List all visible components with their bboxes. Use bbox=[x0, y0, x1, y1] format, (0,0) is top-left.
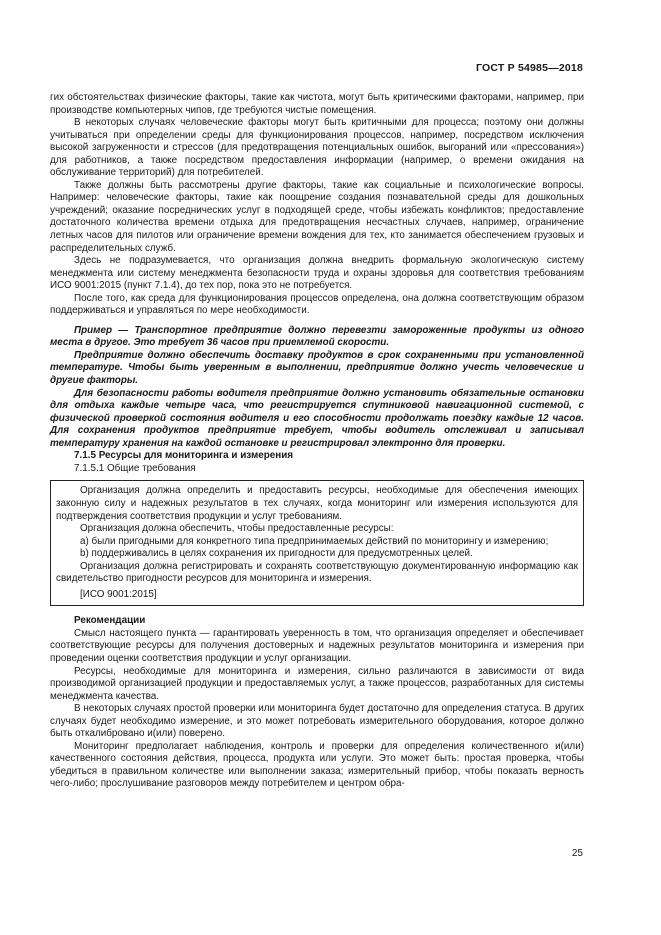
subsection-heading: 7.1.5.1 Общие требования bbox=[74, 462, 196, 474]
page-content bbox=[50, 92, 584, 791]
paragraph: Ресурсы, необходимые для мониторинга и измерения, сильно различаются в зависимости от вида производимой организацией продукции и предоставляемых услуг, а также процессов, разработанных для системы менеджмента качества. bbox=[50, 665, 584, 702]
example-block bbox=[50, 325, 584, 450]
example-paragraph: Для безопасности работы водителя предприятие должно установить обязательные остановки для отдыха каждые четыре часа, что регистрируется спутниковой навигационной системой, с физической проверкой состояния водителя и его способности продолжать поездку каждые 12 часов. Для сохранения продуктов предприятие требует, чтобы водитель отслеживал и записывал температуру хранения на каждой остановке и регистрировал электронно для проверки. bbox=[50, 387, 584, 449]
iso-quote-box bbox=[50, 480, 584, 606]
quote-list-item: b) поддерживались в целях сохранения их пригодности для предусмотренных целей. bbox=[80, 548, 473, 560]
paragraph: Смысл настоящего пункта — гарантировать уверенность в том, что организация определяет и обеспечивает соответствующие ресурсы для получения достоверных и надежных результатов мониторинга и измерения при проведении оценки соответствия продукции и услуг организации. bbox=[50, 627, 584, 664]
paragraph: В некоторых случаях простой проверки или мониторинга будет достаточно для определения статуса. В других случаях будет необходимо измерение, и это может потребовать измерительного оборудования, которое должно быть откалибровано и(или) поверено. bbox=[50, 703, 584, 740]
quote-source: [ИСО 9001:2015] bbox=[80, 588, 157, 600]
paragraph: Мониторинг предполагает наблюдения, контроль и проверки для определения количественного и(или) качественного состояния действия, процесса, продукта или услуги. Это может быть: простая проверка, чтобы убедиться в правильном количестве или выполнении заказа; измерительный прибор, чтобы показать верность чего-либо; прослушивание разговоров между потребителем и центром обра- bbox=[50, 740, 584, 790]
quote-paragraph: Организация должна регистрировать и сохранять соответствующую документированную информацию как свидетельство пригодности ресурсов для мониторинга и измерения. bbox=[56, 560, 578, 585]
quote-paragraph: Организация должна определить и предоставить ресурсы, необходимые для обеспечения имеющих законную силу и надежных результатов в тех случаях, когда мониторинг или измерения используются для подтверждения соответствия продукции и услуг требованиям. bbox=[56, 485, 578, 522]
paragraph: В некоторых случаях человеческие факторы могут быть критичными для процесса; поэтому они должны учитываться при определении среды для функционирования процессов, например, посредством исключения высокой загруженности и стрессов (для предотвращения потенциальных ошибок, выгораний или «прессования») для работников, а также посредством предоставления информации (например, о времени ожидания на обслуживание территорий) для потребителей. bbox=[50, 117, 584, 179]
example-paragraph: Пример — Транспортное предприятие должно перевезти замороженные продукты из одного места в другое. Это требует 36 часов при приемлемой скорости. bbox=[50, 324, 584, 349]
section-heading: 7.1.5 Ресурсы для мониторинга и измерения bbox=[74, 450, 294, 462]
paragraph: гих обстоятельствах физические факторы, такие как чистота, могут быть критическими факторами, например, при производстве компьютерных чипов, где требуются чистые помещения. bbox=[50, 92, 584, 116]
page-number: 25 bbox=[571, 848, 583, 859]
paragraph: После того, как среда для функционирования процессов определена, она должна соответствующим образом поддерживаться и управляться по мере необходимости. bbox=[50, 292, 584, 317]
quote-paragraph: Организация должна обеспечить, чтобы предоставленные ресурсы: bbox=[80, 523, 394, 535]
example-paragraph: Предприятие должно обеспечить доставку продуктов в срок сохраненными при установленной температуре. Чтобы быть уверенным в выполнении, предприятие должно учесть человеческие и другие факторы. bbox=[50, 349, 584, 387]
standard-id-header: ГОСТ Р 54985—2018 bbox=[475, 62, 583, 74]
quote-list-item: a) были пригодными для конкретного типа предпринимаемых действий по мониторингу и измерению; bbox=[80, 535, 549, 547]
recommendations-heading: Рекомендации bbox=[74, 615, 146, 627]
paragraph: Здесь не подразумевается, что организация должна внедрить формальную экологическую систему менеджмента или систему менеджмента безопасности труда и охраны здоровья для соответствия требованиям ИСО 9001:2015 (пункт 7.1.4), до тех пор, пока это не потребуется. bbox=[50, 255, 584, 292]
paragraph: Также должны быть рассмотрены другие факторы, такие как социальные и психологические вопросы. Например: человеческие факторы, такие как поощрение создания познавательной среды для дошкольных учреждений; оказание посреднических услуг в подходящей среде, чтобы избежать конфликтов; предоставление достаточного количества времени отдыха для предотвращения несчастных случаев, например, ограничение летных часов для пилотов или ограничение времени вождения для тех, кто занимается обеспечением грузовых и распределительных служб. bbox=[50, 179, 584, 254]
